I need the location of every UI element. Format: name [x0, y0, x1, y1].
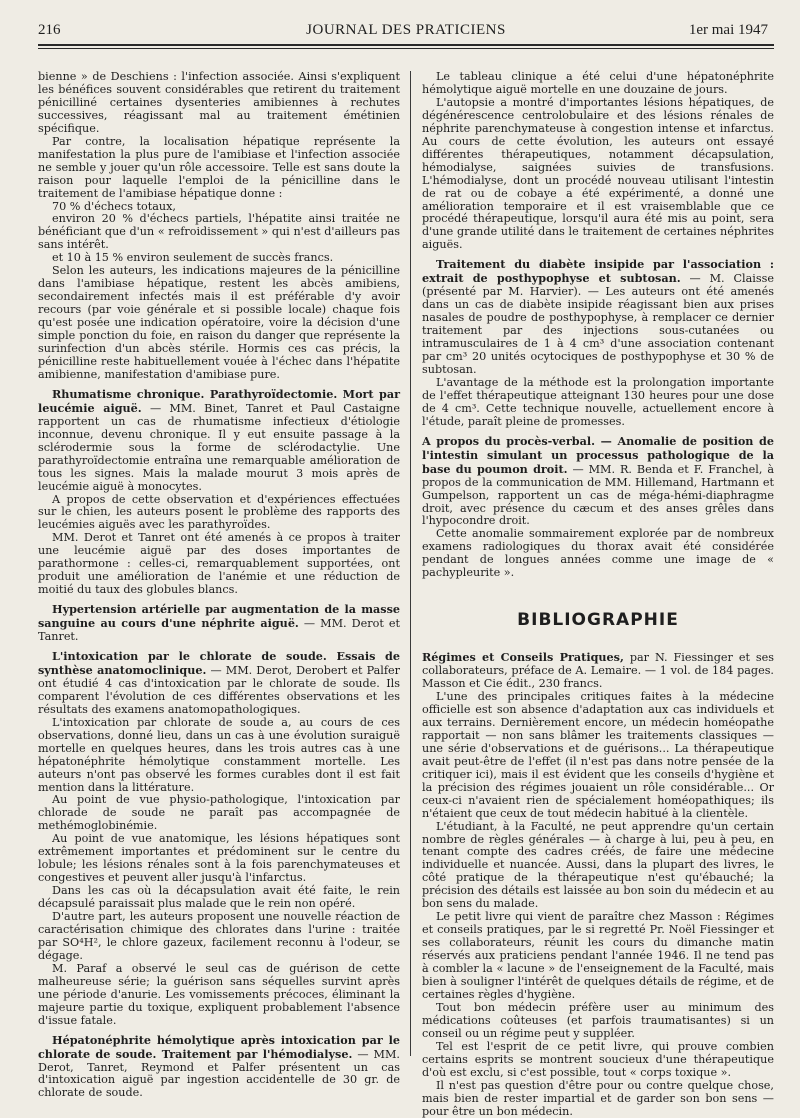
book-details: par N. Fiessinger et ses collaborateurs, préface de A. Lemaire. — 1 vol. de 184 pages. Masson et Cie édit., 230 francs. [422, 651, 774, 691]
book-reference [422, 651, 774, 691]
header-rule-thick [38, 44, 774, 46]
section-heading: Hypertension artérielle par augmentation de la masse sanguine au cours d'une néphrite aiguë. [38, 602, 400, 631]
section-text: — MM. Derot, Derobert et Palfer ont étudié 4 cas d'intoxication par le chlorate de soude. Ils comparent l'évolution de ces différentes observations et les résultats des examens anatomopathologiques. [38, 663, 400, 716]
paragraph: bienne » de Deschiens : l'infection associée. Ainsi s'expliquent les bénéfices souvent considérables que retirent du traitement pénicilliné certaines dysenteries amibiennes à rechutes successives, réagissant mal au traitement émétinien spécifique. [38, 70, 400, 135]
paragraph: Par contre, la localisation hépatique représente la manifestation la plus pure de l'amibiase et l'infection associée ne semble y jouer qu'un rôle accessoire. Telle est sans doute la raison pour laquelle l'emploi de la pénicilline dans le traitement de l'amibiase hépatique donne : [38, 134, 400, 200]
section-hypertension [38, 603, 400, 644]
section-text: — MM. Binet, Tanret et Paul Castaigne rapportent un cas de rhumatisme infectieux d'étiologie inconnue, devenu chronique. Il y eut ensuite passage à la sclérodermie sous la forme de sclérodactylie. Une parathyroïdectomie entraîna une remarquable amélioration de tous les signes. Mais la malade mourut 3 mois après de leucémie aiguë à monocytes. [38, 401, 400, 493]
section-heading: A propos du procès-verbal. — Anomalie de position de l'intestin simulant un processus pathologique de la base du poumon droit. [422, 433, 774, 476]
section-heading: Hépatonéphrite hémolytique après intoxication par le chlorate de soude. Traitement par l'hémodialyse. [38, 1032, 400, 1061]
issue-date: 1er mai 1947 [688, 22, 768, 38]
paragraph: A propos de cette observation et d'expériences effectuées sur le chien, les auteurs posent le problème des rapports des leucémies aiguës avec les parathyroïdes. [38, 492, 400, 532]
page-number: 216 [38, 22, 61, 38]
paragraph: Le tableau clinique a été celui d'une hépatonéphrite hémolytique aiguë mortelle en une douzaine de jours. [422, 70, 774, 96]
paragraph: MM. Derot et Tanret ont été amenés à ce propos à traiter une leucémie aiguë par des doses importantes de parathormone : celles-ci, remarquablement supportées, ont produit une amélioration de l'anémie et une réduction de moitié du taux des globules blancs. [38, 531, 400, 597]
paragraph: L'autopsie a montré d'importantes lésions hépatiques, de dégénérescence centrolobulaire et des lésions rénales de néphrite parenchymateuse à congestion intense et infarctus. Au cours de cette évolution, les auteurs ont essayé différentes thérapeutiques, notamment décapsulation, hémodialyse, saignées suivies de transfusions. L'hémodialyse, dont un procédé nouveau utilisant l'intestin de rat ou de cobaye a été expérimenté, a donné une amélioration temporaire et il est vraisemblable que ce procédé thérapeutique, lorsqu'il aura été mis au point, sera d'une grande utilité dans le traitement de certaines néphrites aiguës. [422, 95, 774, 252]
paragraph: Tel est l'esprit de ce petit livre, qui prouve combien certains esprits se montrent soucieux d'une thérapeutique d'où est exclu, si c'est possible, tout « corps toxique ». [422, 1039, 774, 1079]
list-item: et 10 à 15 % environ seulement de succès francs. [52, 251, 334, 265]
paragraph: Tout bon médecin préfère user au minimum des médications coûteuses (et parfois traumatisantes) si un conseil ou un régime peut y suppléer. [422, 1000, 774, 1040]
section-proces-verbal [422, 435, 774, 529]
section-diabete [422, 258, 774, 377]
text-columns [38, 70, 774, 1118]
paragraph: Cette anomalie sommairement explorée par de nombreux examens radiologiques du thorax avait été considérée pendant de longues années comme une image de « pachypleurite ». [422, 527, 774, 580]
column-divider [410, 71, 411, 1056]
paragraph: L'une des principales critiques faites à la médecine officielle est son absence d'adaptation aux cas individuels et aux terrains. Dernièrement encore, un médecin homéopathe rapportait — non sans blâmer les traitements classiques — une série d'observations et de guérisons... La thérapeutique avait peut-être de l'effet (il n'est pas dans notre pensée de la critiquer ici), mais il est évident que les conseils d'hygiène et la précision des régimes jouaient un rôle considérable... Or ceux-ci n'avaient rien de spécialement homéopathiques; ils n'étaient que ceux de tout médecin habitué à la clientèle. [422, 690, 774, 820]
section-intoxication [38, 650, 400, 717]
page-header [38, 20, 774, 42]
journal-title: JOURNAL DES PRATICIENS [306, 22, 506, 38]
paragraph: L'avantage de la méthode est la prolongation importante de l'effet thérapeutique atteignant 130 heures pour une dose de 4 cm³. Cette technique nouvelle, actuellement encore à l'étude, paraît pleine de promesses. [422, 375, 774, 428]
header-rule-thin [38, 48, 774, 49]
paragraph: M. Paraf a observé le seul cas de guérison de cette malheureuse série; la guérison sans séquelles survint après une période d'anurie. Les vomissements précoces, éliminant la majeure partie du toxique, expliquent probablement l'absence d'issue fatale. [38, 961, 400, 1027]
section-text: — MM. Derot et Tanret. [38, 617, 400, 644]
book-title: Régimes et Conseils Pratiques, [422, 650, 624, 665]
section-rhumatisme [38, 388, 400, 494]
section-heading: Traitement du diabète insipide par l'association : extrait de posthypophyse et subtosan. [422, 257, 774, 286]
section-text: — M. Claisse (présenté par M. Harvier). — Les auteurs ont été amenés dans un cas de diabète insipide réagissant bien aux prises nasales de poudre de posthypophyse, à remplacer ce dernier traitement par des injections sous-cutanées ou intramusculaires de 1 à 4 cm³ d'une association contenant par cm³ 20 unités ocytociques de posthypophyse et 30 % de subtosan. [422, 272, 774, 376]
paragraph: Dans les cas où la décapsulation avait été faite, le rein décapsulé paraissait plus malade que le rein non opéré. [38, 884, 400, 911]
paragraph: Selon les auteurs, les indications majeures de la pénicilline dans l'amibiase hépatique, restent les abcès amibiens, secondairement infectés mais il est préférable d'y avoir recours (par voie générale et si possible locale) chaque fois qu'est posée une indication opératoire, voire la décision d'une simple ponction du foie, en raison du danger que représente la surinfection d'un abcès stérile. Hormis ces cas précis, la pénicilline reste habituellement vouée à l'échec dans l'hépatite amibienne, manifestation d'amibiase pure. [38, 264, 400, 381]
section-text: — MM. R. Benda et F. Franchel, à propos de la communication de MM. Hillemand, Hartmann et Gumpelson, rapportent un cas de méga-hémi-diaphragme droit, avec présence du cæcum et des anses grêles dans l'hypocondre droit. [422, 462, 774, 528]
paragraph: L'intoxication par chlorate de soude a, au cours de ces observations, donné lieu, dans un cas à une évolution suraiguë mortelle en quelques heures, dans les trois autres cas à une hépatonéphrite hémolytique constamment mortelle. Les auteurs n'ont pas observé les formes curables dont il est fait mention dans la littérature. [38, 715, 400, 794]
paragraph: L'étudiant, à la Faculté, ne peut apprendre qu'un certain nombre de règles générales — à charge à lui, peu à peu, en tenant compte des cadres créés, de faire une médecine individuelle et nuancée. Aussi, dans la plupart des livres, le côté pratique de la thérapeutique n'est qu'ébauché; la précision des détails est laissée au bon soin du médecin et au bon sens du malade. [422, 819, 774, 911]
section-text: — MM. Derot, Tanret, Reymond et Palfer présentent un cas d'intoxication aiguë par ingestion accidentelle de 30 gr. de chlorate de soude. [38, 1047, 400, 1100]
list-item: 70 % d'échecs totaux, [52, 199, 176, 213]
section-hepatonephrite [38, 1034, 400, 1101]
section-heading: L'intoxication par le chlorate de soude. Essais de synthèse anatomoclinique. [38, 648, 400, 677]
list-item: environ 20 % d'échecs partiels, l'hépatite ainsi traitée ne bénéficiant que d'un « refroidissement » qui n'est d'ailleurs pas sans intérêt. [38, 212, 400, 252]
paragraph: D'autre part, les auteurs proposent une nouvelle réaction de caractérisation chimique des chlorates dans l'urine : traitée par SO⁴H², le chlore gazeux, facilement reconnu à l'odeur, se dégage. [38, 910, 400, 962]
right-column [422, 70, 774, 1118]
paragraph: Au point de vue anatomique, les lésions hépatiques sont extrêmement importantes et prédominent sur le centre du lobule; les lésions rénales sont à la fois parenchymateuses et congestives et peuvent aller jusqu'à l'infarctus. [38, 832, 400, 885]
paragraph: Au point de vue physio-pathologique, l'intoxication par chlorade de soude ne paraît pas accompagnée de methémoglobinémie. [38, 793, 400, 833]
left-column [38, 70, 400, 1100]
paragraph: Il n'est pas question d'être pour ou contre quelque chose, mais bien de rester impartial et de garder son bon sens — pour être un bon médecin. [422, 1078, 774, 1118]
paragraph: Le petit livre qui vient de paraître chez Masson : Régimes et conseils pratiques, par le si regretté Pr. Noël Fiessinger et ses collaborateurs, réunit les cours du dimanche matin réservés aux praticiens pendant l'année 1946. Il ne tend pas à combler la « lacune » de l'enseignement de la Faculté, mais bien à souligner l'intérêt de quelques détails de régime, et de certaines règles d'hygiène. [422, 910, 774, 1001]
bibliography-title: BIBLIOGRAPHIE [517, 610, 679, 631]
section-heading: Rhumatisme chronique. Parathyroïdectomie. Mort par leucémie aiguë. [38, 386, 400, 415]
